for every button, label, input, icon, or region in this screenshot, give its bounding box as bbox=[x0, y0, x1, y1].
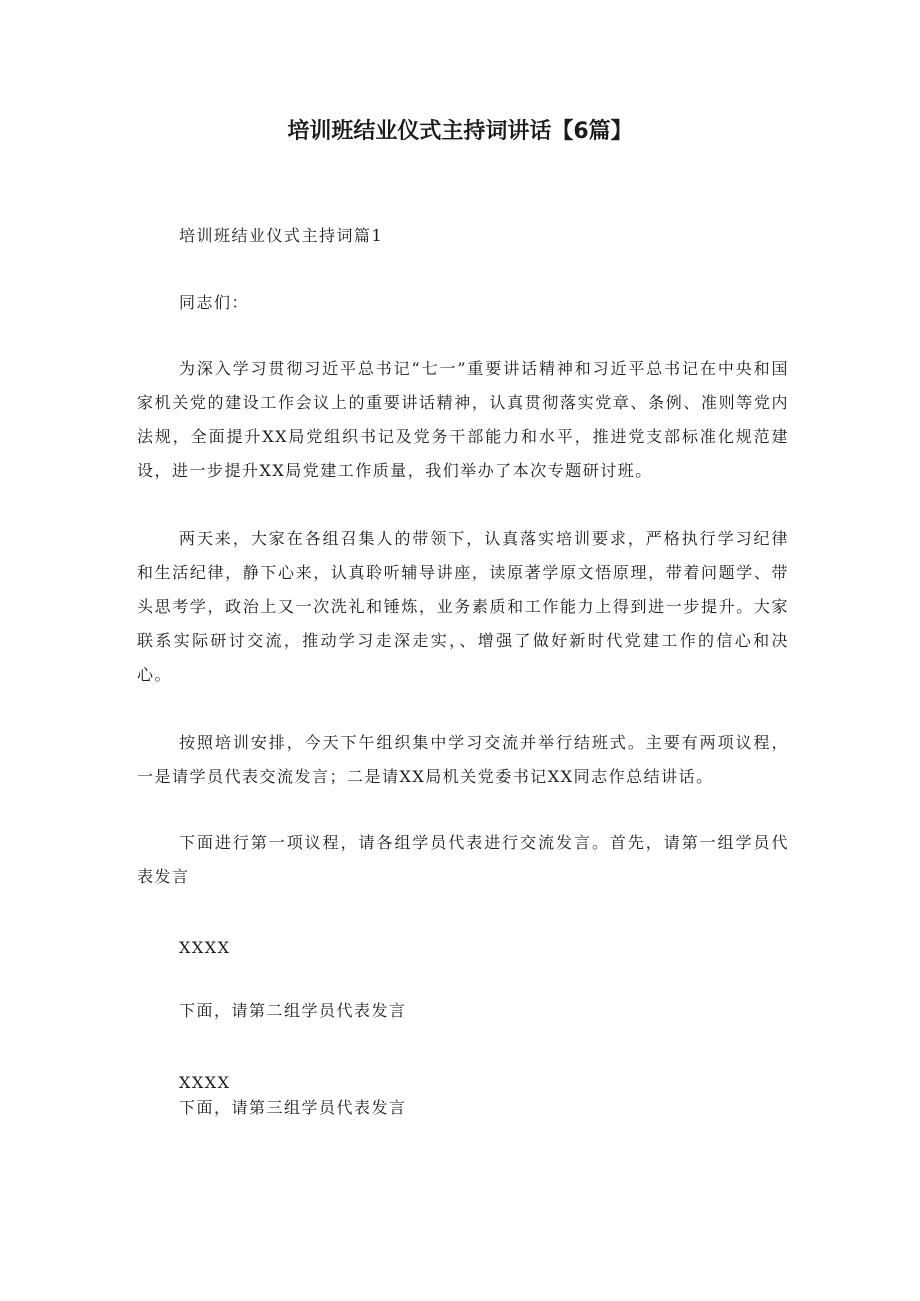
paragraph-1: 为深入学习贯彻习近平总书记“七一”重要讲话精神和习近平总书记在中央和国家机关党的建设工作会议上的重要讲话精神，认真贯彻落实党章、条例、准则等党内法规，全面提升XX局党组织书记及党务干部能力和水平，推进党支部标准化规范建设，进一步提升XX局党建工作质量，我们举办了本次专题研讨班。 bbox=[137, 359, 789, 480]
speaker-placeholder-2: XXXX bbox=[179, 1073, 231, 1092]
line-second-group: 下面，请第二组学员代表发言 bbox=[179, 1001, 407, 1020]
document-title: 培训班结业仪式主持词讲话【6篇】 bbox=[287, 119, 633, 144]
line-third-group: 下面，请第三组学员代表发言 bbox=[179, 1098, 407, 1117]
paragraph-4: 下面进行第一项议程，请各组学员代表进行交流发言。首先，请第一组学员代表发言 bbox=[137, 833, 789, 886]
speaker-placeholder-1: XXXX bbox=[179, 938, 231, 957]
paragraph-3: 按照培训安排，今天下午组织集中学习交流并举行结班式。主要有两项议程，一是请学员代表交流发言；二是请XX局机关党委书记XX同志作总结讲话。 bbox=[137, 733, 789, 786]
section-heading: 培训班结业仪式主持词篇1 bbox=[179, 226, 384, 245]
greeting: 同志们： bbox=[179, 293, 250, 312]
paragraph-2: 两天来，大家在各组召集人的带领下，认真落实培训要求，严格执行学习纪律和生活纪律，静下心来，认真聆听辅导讲座，读原著学原文悟原理，带着问题学、带头思考学，政治上又一次洗礼和锤炼，业务素质和工作能力上得到进一步提升。大家联系实际研讨交流，推动学习走深走实，、增强了做好新时代党建工作的信心和决心。 bbox=[137, 529, 789, 684]
